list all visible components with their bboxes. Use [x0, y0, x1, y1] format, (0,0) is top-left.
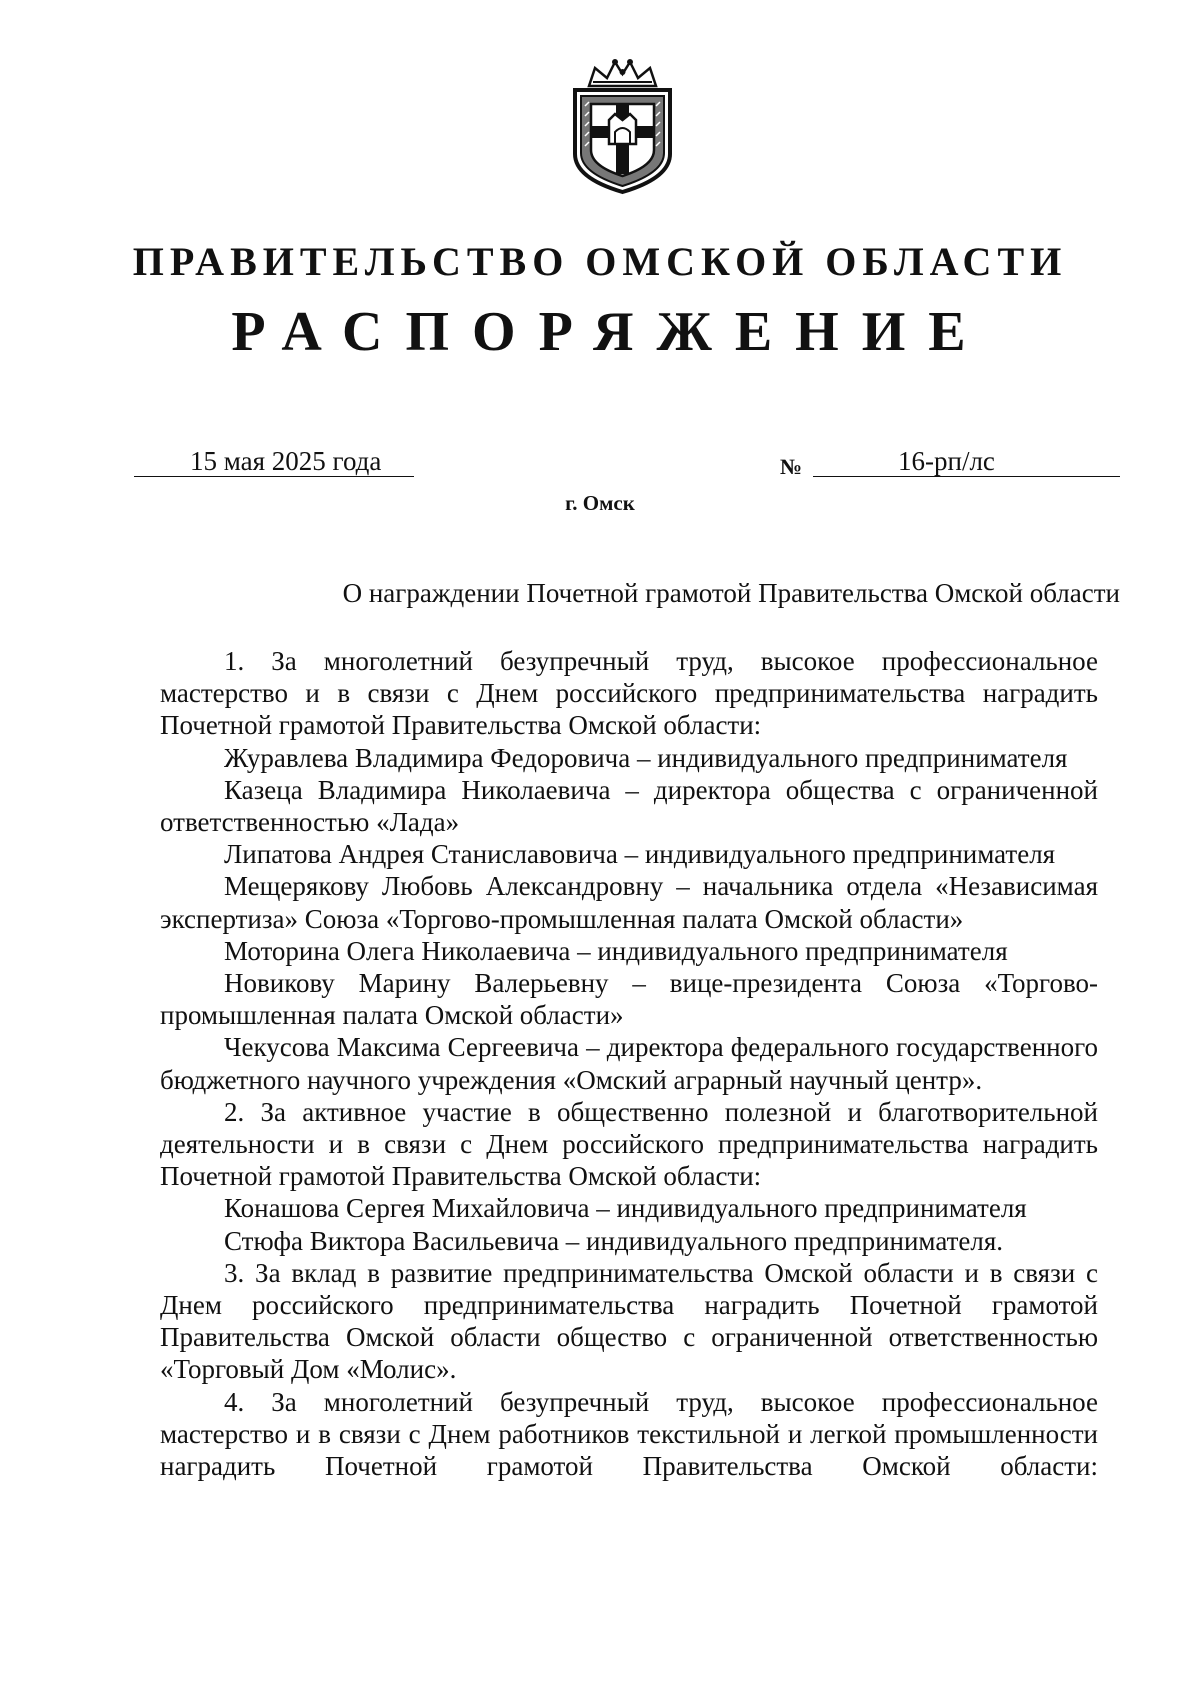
paragraph: Стюфа Виктора Васильевича – индивидуального предпринимателя.	[224, 1225, 1004, 1256]
number-sign-label: №	[780, 454, 803, 479]
paragraph: Казеца Владимира Николаевича – директора общества с ограниченной ответственностью «Лада»	[160, 774, 1098, 838]
paragraph: Конашова Сергея Михайловича – индивидуального предпринимателя	[224, 1193, 1027, 1224]
document-number: 16-рп/лс	[898, 446, 995, 476]
paragraph: 3. За вклад в развитие предпринимательства Омской области и в связи с Днем российского предпринимательства наградить Почетной грамотой Правительства Омской области общество с ограниченной ответственностью «Торговый Дом «Молис».	[160, 1257, 1098, 1385]
document-number-field	[813, 446, 1120, 477]
organization-title: ПРАВИТЕЛЬСТВО ОМСКОЙ ОБЛАСТИ	[132, 239, 1068, 284]
paragraph: Мещерякову Любовь Александровну – начальника отдела «Независимая экспертиза» Союза «Торгово-промышленная палата Омской области»	[160, 871, 1098, 934]
document-date: 15 мая 2025 года	[190, 446, 382, 476]
city-label: г. Омск	[565, 491, 635, 515]
paragraph: Моторина Олега Николаевича – индивидуального предпринимателя	[224, 935, 1008, 966]
document-date-field	[134, 446, 414, 477]
paragraph: 2. За активное участие в общественно полезной и благотворительной деятельности и в связи с Днем российского предпринимательства наградить Почетной грамотой Правительства Омской области:	[160, 1096, 1098, 1192]
paragraph: Чекусова Максима Сергеевича – директора федерального государственного бюджетного научного учреждения «Омский аграрный научный центр».	[160, 1032, 1098, 1095]
coat-of-arms-icon	[565, 56, 680, 196]
document-type-heading: РАСПОРЯЖЕНИЕ	[231, 301, 989, 363]
paragraph: 1. За многолетний безупречный труд, высокое профессиональное мастерство и в связи с Днем российского предпринимательства наградить Почетной грамотой Правительства Омской области:	[160, 646, 1098, 741]
document-body	[160, 645, 1098, 1482]
paragraph: Журавлева Владимира Федоровича – индивидуального предпринимателя	[224, 742, 1068, 773]
paragraph: Новикову Марину Валерьевну – вице-президента Союза «Торгово-промышленная палата Омской области»	[160, 968, 1098, 1031]
document-subject: О награждении Почетной грамотой Правительства Омской области	[342, 578, 1120, 608]
paragraph: 4. За многолетний безупречный труд, высокое профессиональное мастерство и в связи с Днем работников текстильной и легкой промышленности наградить Почетной грамотой Правительства Омской области:	[160, 1386, 1098, 1482]
paragraph: Липатова Андрея Станиславовича – индивидуального предпринимателя	[224, 839, 1056, 870]
